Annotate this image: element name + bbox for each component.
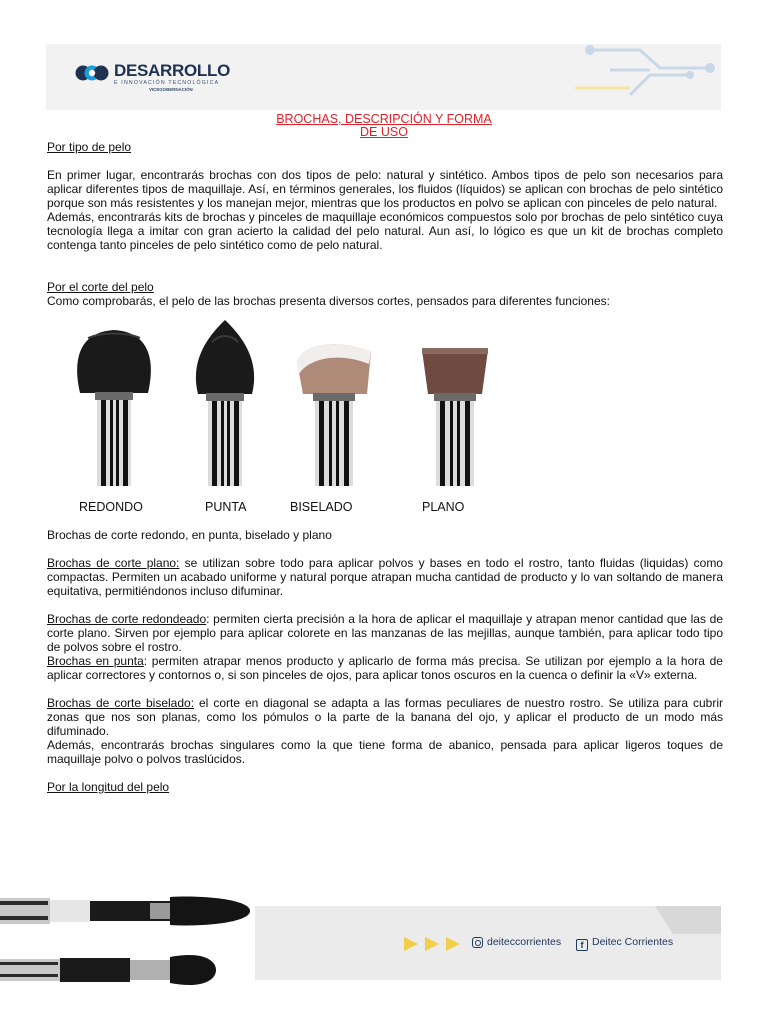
- paragraph: Como comprobarás, el pelo de las brochas presenta diversos cortes, pensados para diferentes funciones:: [47, 294, 610, 308]
- term-redondeado: Brochas de corte redondeado: [47, 612, 207, 626]
- pointed-brush-image: [192, 318, 258, 490]
- facebook-link[interactable]: [576, 936, 673, 951]
- instagram-handle: deiteccorrientes: [487, 936, 562, 948]
- text-redondeado: : permiten cierta precisión a la hora de aplicar el maquillaje y atrapan menor cantidad que las de corte plano. Sirven por ejemplo para aplicar colorete en las manzanas de las mejillas, aunque también, para aplicar todo tipo de polvos sobre el rostro.: [47, 612, 723, 654]
- section-heading-longitud: Por la longitud del pelo: [47, 780, 170, 794]
- section-tipo-de-pelo: [47, 140, 723, 252]
- title-line-2: DE USO: [360, 125, 408, 139]
- logo-subtitle: E INNOVACIÓN TECNOLÓGICA: [114, 80, 220, 86]
- paragraph-punta: [47, 654, 723, 682]
- title-line-1: BROCHAS, DESCRIPCIÓN Y FORMA: [276, 112, 492, 126]
- section-corte-descriptions: [47, 528, 723, 794]
- section-heading: Por tipo de pelo: [47, 140, 132, 154]
- paragraph-plano: [47, 556, 723, 598]
- brushes-caption: Brochas de corte redondo, en punta, biselado y plano: [47, 528, 332, 542]
- text-plano: se utilizan sobre todo para aplicar polvos y bases en todo el rostro, tanto fluidas (liquidas) como compactas. Permiten un acabado uniforme y natural porque atrapan mucha cantidad de producto y lo van soltando de manera equitativa, permitiéndonos incluso difuminar.: [47, 556, 723, 598]
- facebook-handle: Deitec Corrientes: [592, 936, 674, 948]
- text-punta: : permiten atrapar menos producto y aplicarlo de forma más precisa. Se utilizan por ejemplo a la hora de aplicar correctores y contornos o, si son pinceles de ojos, para aplicar tonos oscuros en la cuenca o definir la «V» externa.: [47, 654, 723, 682]
- instagram-icon: [472, 937, 483, 948]
- brush-label-plano: PLANO: [422, 500, 465, 514]
- angled-brush-image: [293, 318, 375, 490]
- circuit-decoration: [570, 40, 730, 110]
- paragraph: Además, encontrarás kits de brochas y pinceles de maquillaje económicos compuestos solo por brochas de pelo sintético cuya tecnología llega a imitar con gran acierto la calidad del pelo natural. Aun así, lo lógico es que un kit de brochas completo contenga tanto pinceles de pelo sintético como de pelo natural.: [47, 210, 723, 252]
- brush-label-biselado: BISELADO: [290, 500, 353, 514]
- desarrollo-logo: [75, 62, 255, 102]
- round-brush-image: [72, 318, 156, 490]
- paragraph-redondeado: [47, 612, 723, 654]
- section-corte-del-pelo: [47, 280, 723, 308]
- text-biselado: el corte en diagonal se adapta a las formas peculiares de nuestro rostro. Se utiliza para cubrir zonas que nos son planas, como los pómulos o la parte de la banana del ojo, y aplicar el producto de un modo más difuminado.: [47, 696, 723, 738]
- arrows-icon: [404, 936, 462, 952]
- flat-brush-image: [416, 318, 494, 490]
- paragraph-abanico: Además, encontrarás brochas singulares como la que tiene forma de abanico, pensada para aplicar ligeros toques de maquillaje polvo o polvos traslúcidos.: [47, 738, 723, 766]
- brush-label-redondo: REDONDO: [79, 500, 143, 514]
- facebook-icon: f: [576, 939, 588, 951]
- instagram-link[interactable]: [472, 936, 561, 948]
- logo-wordmark: DESARROLLO: [114, 61, 231, 80]
- section-heading: Por el corte del pelo: [47, 280, 154, 294]
- footer-corner-decoration: [655, 906, 721, 934]
- term-biselado: Brochas de corte biselado:: [47, 696, 195, 710]
- logo-mark-icon: [75, 65, 109, 81]
- term-plano: Brochas de corte plano:: [47, 556, 180, 570]
- footer-brushes-image: [0, 885, 256, 995]
- term-punta: Brochas en punta: [47, 654, 144, 668]
- brush-label-punta: PUNTA: [205, 500, 247, 514]
- paragraph: En primer lugar, encontrarás brochas con dos tipos de pelo: natural y sintético. Ambos tipos de pelo son necesarios para aplicar diferentes tipos de maquillaje. Así, en términos generales, los fluidos (líquidos) se aplican con brochas de pelo sintético porque son más resistentes y los manejan mejor, mientras que los productos en polvo se aplican con pinceles de pelo natural.: [47, 168, 723, 210]
- logo-subtitle-2: VICEGOBERNACIÓN: [149, 87, 193, 92]
- paragraph-biselado: [47, 696, 723, 738]
- document-title: [0, 113, 768, 139]
